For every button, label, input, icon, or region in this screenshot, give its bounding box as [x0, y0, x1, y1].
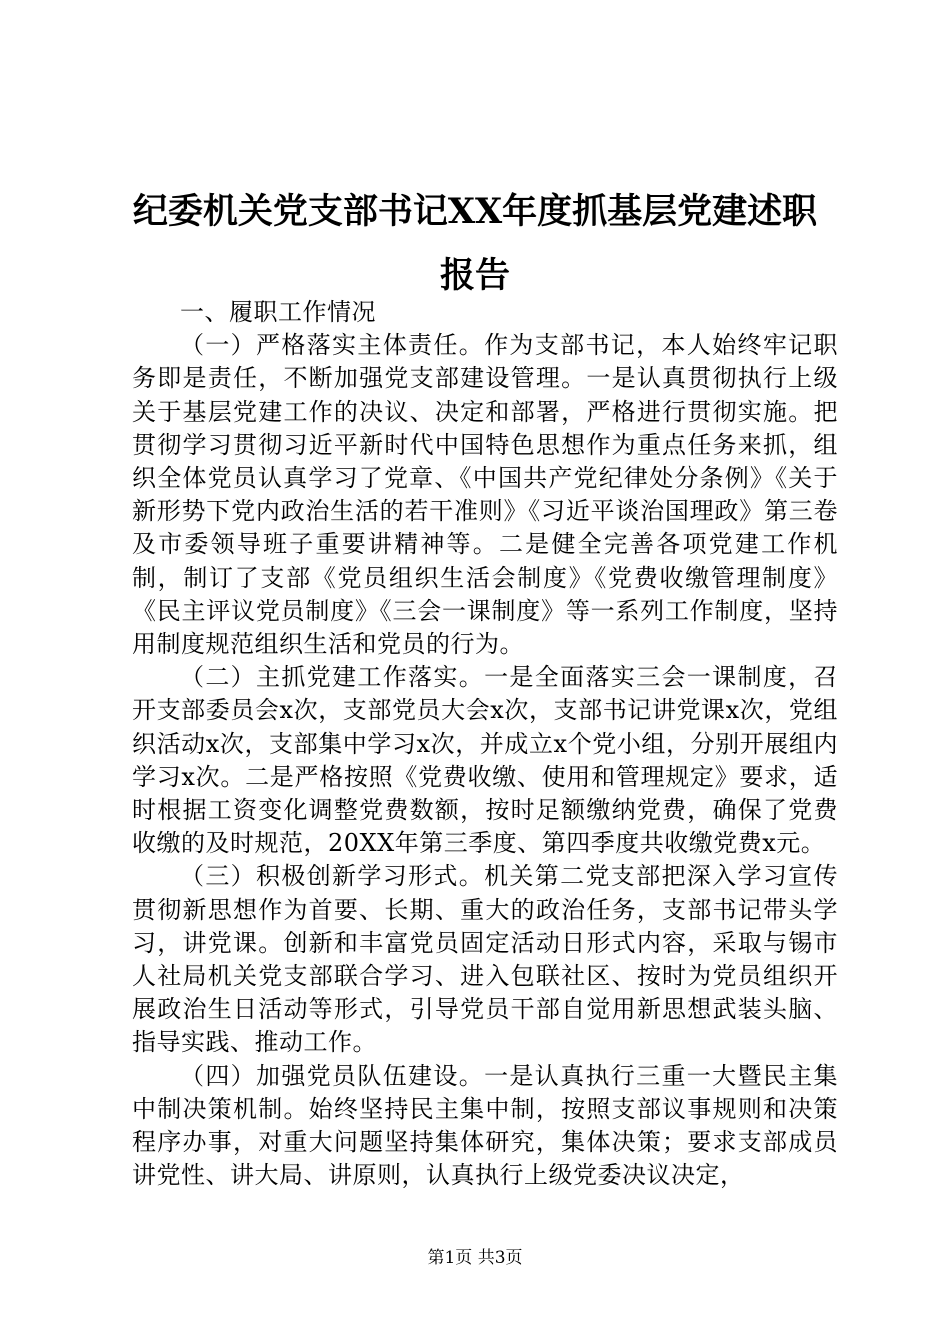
paragraph-1: （一）严格落实主体责任。作为支部书记，本人始终牢记职务即是责任，不断加强党支部建设管理。一是认真贯彻执行上级关于基层党建工作的决议、决定和部署，严格进行贯彻实施。把贯彻学习贯彻习近平新时代中国特色思想作为重点任务来抓，组织全体党员认真学习了党章、《中国共产党纪律处分条例》《关于新形势下党内政治生活的若干准则》《习近平谈治国理政》第三卷及市委领导班子重要讲精神等。二是健全完善各项党建工作机制，制订了支部《党员组织生活会制度》《党费收缴管理制度》《民主评议党员制度》《三会一课制度》等一系列工作制度，坚持用制度规范组织生活和党员的行为。 [132, 331, 838, 659]
document-body [132, 296, 838, 1192]
document-title [120, 180, 830, 308]
page-footer [0, 1247, 950, 1269]
paragraph-3: （三）积极创新学习形式。机关第二党支部把深入学习宣传贯彻新思想作为首要、长期、重大的政治任务，支部书记带头学习，讲党课。创新和丰富党员固定活动日形式内容，采取与锡市人社局机关党支部联合学习、进入包联社区、按时为党员组织开展政治生日活动等形式，引导党员干部自觉用新思想武装头脑、指导实践、推动工作。 [132, 862, 838, 1057]
section-heading: 一、履职工作情况 [180, 298, 376, 326]
page-indicator: 第1页 共3页 [427, 1248, 523, 1268]
title-line-2: 报告 [439, 255, 510, 296]
paragraph-4: （四）加强党员队伍建设。一是认真执行三重一大暨民主集中制决策机制。始终坚持民主集中制，按照支部议事规则和决策程序办事，对重大问题坚持集体研究，集体决策；要求支部成员讲党性、讲大局、讲原则，认真执行上级党委决议决定， [132, 1061, 838, 1190]
paragraph-2: （二）主抓党建工作落实。一是全面落实三会一课制度，召开支部委员会x次，支部党员大会x次，支部书记讲党课x次，党组织活动x次，支部集中学习x次，并成立x个党小组，分别开展组内学习x次。二是严格按照《党费收缴、使用和管理规定》要求，适时根据工资变化调整党费数额，按时足额缴纳党费，确保了党费收缴的及时规范，20XX年第三季度、第四季度共收缴党费x元。 [132, 663, 838, 858]
title-line-1: 纪委机关党支部书记XX年度抓基层党建述职 [132, 191, 818, 232]
